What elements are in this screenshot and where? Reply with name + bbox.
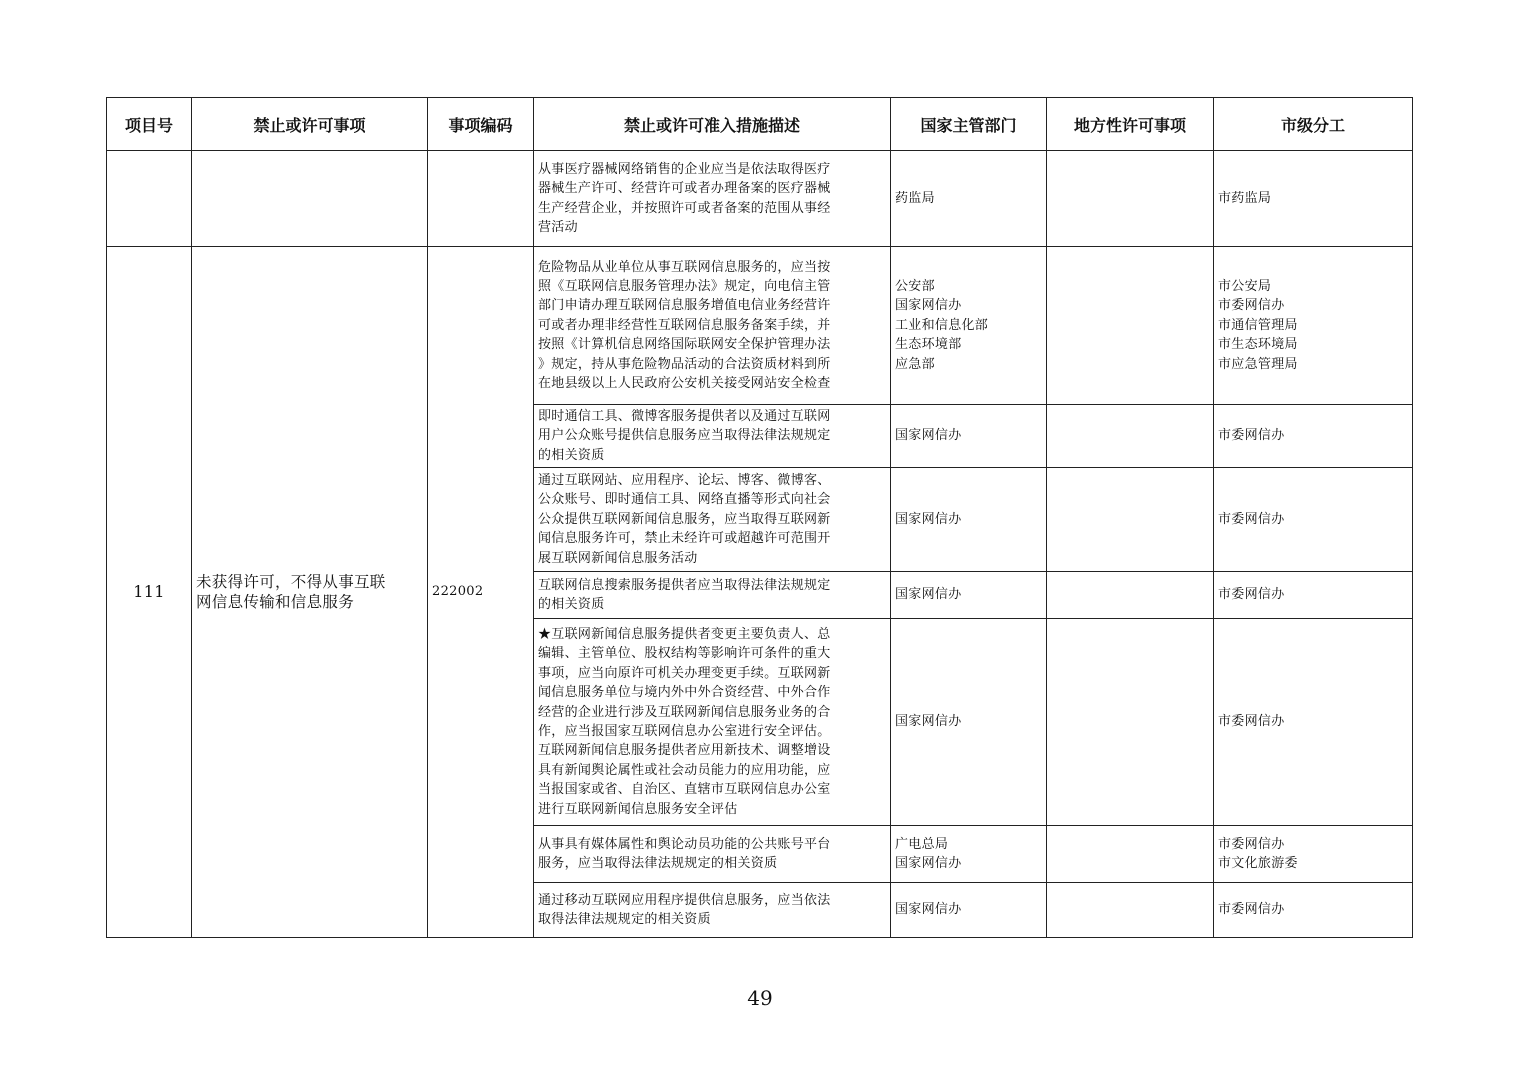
description-line: 在地县级以上人民政府公安机关接受网站安全检查 <box>538 376 831 392</box>
city-division-cell <box>1214 826 1413 883</box>
national-dept-cell <box>891 619 1047 826</box>
local-permit-cell <box>1047 883 1214 938</box>
item-code: 222002 <box>428 247 534 938</box>
city-division-cell <box>1214 247 1413 405</box>
description-line: 通过移动互联网应用程序提供信息服务，应当依法 <box>538 892 831 908</box>
description-line: 具有新闻舆论属性或社会动员能力的应用功能，应 <box>538 762 831 778</box>
description-line: 的相关资质 <box>538 597 605 612</box>
national-dept-cell <box>891 826 1047 883</box>
item-line: 网信息传输和信息服务 <box>196 593 355 611</box>
local-permit-cell <box>1047 619 1214 826</box>
id-cell <box>107 151 192 247</box>
city-division: 市委网信办 <box>1218 298 1285 314</box>
city-division-cell <box>1214 572 1413 619</box>
city-division: 市委网信办 <box>1218 587 1285 603</box>
national-dept: 国家网信办 <box>895 856 962 871</box>
permission-table <box>106 97 1413 938</box>
description-line: 按照《计算机信息网络国际联网安全保护管理办法 <box>538 337 831 353</box>
description-line: 公众提供互联网新闻信息服务，应当取得互联网新 <box>538 511 831 527</box>
description-line: 公众账号、即时通信工具、网络直播等形式向社会 <box>538 492 831 508</box>
national-dept: 国家网信办 <box>895 298 962 314</box>
description-line: 进行互联网新闻信息服务安全评估 <box>538 801 738 817</box>
description-line: 》规定，持从事危险物品活动的合法资质材料到所 <box>538 356 831 372</box>
description-line: 部门申请办理互联网信息服务增值电信业务经营许 <box>538 298 831 314</box>
city-division: 市委网信办 <box>1218 836 1285 852</box>
city-division: 市生态环境局 <box>1218 337 1298 353</box>
national-dept-cell <box>891 247 1047 405</box>
header-item: 禁止或许可事项 <box>192 98 428 151</box>
city-division: 市委网信办 <box>1218 902 1285 918</box>
header-national-dept: 国家主管部门 <box>891 98 1047 151</box>
description-cell <box>534 468 891 572</box>
city-division-cell <box>1214 151 1413 247</box>
national-dept: 药监局 <box>895 190 935 206</box>
national-dept: 应急部 <box>895 356 935 372</box>
description-line: 闻信息服务单位与境内外中外合资经营、中外合作 <box>538 685 831 701</box>
description-line: 危险物品从业单位从事互联网信息服务的，应当按 <box>538 259 831 275</box>
national-dept: 工业和信息化部 <box>895 317 989 333</box>
national-dept-cell <box>891 468 1047 572</box>
table-row <box>107 247 1413 405</box>
description-line: 器械生产许可、经营许可或者办理备案的医疗器械 <box>538 181 831 197</box>
local-permit-cell <box>1047 826 1214 883</box>
header-description: 禁止或许可准入措施描述 <box>534 98 891 151</box>
city-division: 市通信管理局 <box>1218 317 1298 333</box>
local-permit-cell <box>1047 247 1214 405</box>
item-cell <box>192 247 428 938</box>
header-code: 事项编码 <box>428 98 534 151</box>
description-cell <box>534 405 891 468</box>
local-permit-cell <box>1047 468 1214 572</box>
national-dept: 国家网信办 <box>895 902 962 918</box>
description-line: 从事具有媒体属性和舆论动员功能的公共账号平台 <box>538 836 831 852</box>
description-cell <box>534 883 891 938</box>
description-cell <box>534 151 891 247</box>
city-division: 市文化旅游委 <box>1218 856 1298 871</box>
description-cell <box>534 619 891 826</box>
project-number: 111 <box>107 247 192 938</box>
description-line: 的相关资质 <box>538 447 605 463</box>
national-dept: 国家网信办 <box>895 511 962 527</box>
description-line: 即时通信工具、微博客服务提供者以及通过互联网 <box>538 408 831 424</box>
header-row <box>107 98 1413 151</box>
description-line: 营活动 <box>538 219 578 235</box>
description-line: 事项，应当向原许可机关办理变更手续。互联网新 <box>538 665 831 681</box>
header-city-division: 市级分工 <box>1214 98 1413 151</box>
description-line: 取得法律法规规定的相关资质 <box>538 912 711 927</box>
city-division: 市应急管理局 <box>1218 356 1298 372</box>
description-line: 用户公众账号提供信息服务应当取得法律法规规定 <box>538 428 831 444</box>
national-dept: 广电总局 <box>895 836 949 852</box>
description-line: 当报国家或省、自治区、直辖市互联网信息办公室 <box>538 782 831 798</box>
description-line: 展互联网新闻信息服务活动 <box>538 550 698 566</box>
national-dept: 国家网信办 <box>895 714 962 730</box>
national-dept-cell <box>891 151 1047 247</box>
description-cell <box>534 572 891 619</box>
description-line: 闻信息服务许可，禁止未经许可或超越许可范围开 <box>538 531 831 547</box>
local-permit-cell <box>1047 572 1214 619</box>
description-line: 生产经营企业，并按照许可或者备案的范围从事经 <box>538 200 831 216</box>
city-division-cell <box>1214 468 1413 572</box>
code-cell <box>428 151 534 247</box>
national-dept-cell <box>891 572 1047 619</box>
national-dept: 公安部 <box>895 278 935 294</box>
item-cell <box>192 151 428 247</box>
description-line: 互联网信息搜索服务提供者应当取得法律法规规定 <box>538 577 831 593</box>
description-line: 通过互联网站、应用程序、论坛、博客、微博客、 <box>538 472 831 488</box>
description-line: 从事医疗器械网络销售的企业应当是依法取得医疗 <box>538 161 831 177</box>
city-division-cell <box>1214 883 1413 938</box>
local-permit-cell <box>1047 405 1214 468</box>
page-number: 49 <box>747 986 773 1010</box>
city-division: 市委网信办 <box>1218 511 1285 527</box>
city-division: 市委网信办 <box>1218 714 1285 730</box>
city-division-cell <box>1214 619 1413 826</box>
national-dept: 生态环境部 <box>895 337 962 353</box>
item-line: 未获得许可，不得从事互联 <box>196 573 386 591</box>
description-line: 服务，应当取得法律法规规定的相关资质 <box>538 856 778 871</box>
description-cell <box>534 826 891 883</box>
table-row <box>107 151 1413 247</box>
description-line: ★互联网新闻信息服务提供者变更主要负责人、总 <box>538 626 831 642</box>
city-division: 市公安局 <box>1218 278 1272 294</box>
header-project-no: 项目号 <box>107 98 192 151</box>
national-dept-cell <box>891 883 1047 938</box>
national-dept: 国家网信办 <box>895 428 962 444</box>
local-permit-cell <box>1047 151 1214 247</box>
national-dept: 国家网信办 <box>895 587 962 603</box>
description-line: 编辑、主管单位、股权结构等影响许可条件的重大 <box>538 646 831 662</box>
description-line: 照《互联网信息服务管理办法》规定，向电信主管 <box>538 278 831 294</box>
city-division: 市药监局 <box>1218 190 1272 206</box>
description-line: 经营的企业进行涉及互联网新闻信息服务业务的合 <box>538 704 831 720</box>
description-line: 互联网新闻信息服务提供者应用新技术、调整增设 <box>538 743 831 759</box>
header-local-permit: 地方性许可事项 <box>1047 98 1214 151</box>
description-cell <box>534 247 891 405</box>
city-division: 市委网信办 <box>1218 428 1285 444</box>
national-dept-cell <box>891 405 1047 468</box>
description-line: 可或者办理非经营性互联网信息服务备案手续，并 <box>538 317 831 333</box>
city-division-cell <box>1214 405 1413 468</box>
description-line: 作，应当报国家互联网信息办公室进行安全评估。 <box>538 724 831 739</box>
